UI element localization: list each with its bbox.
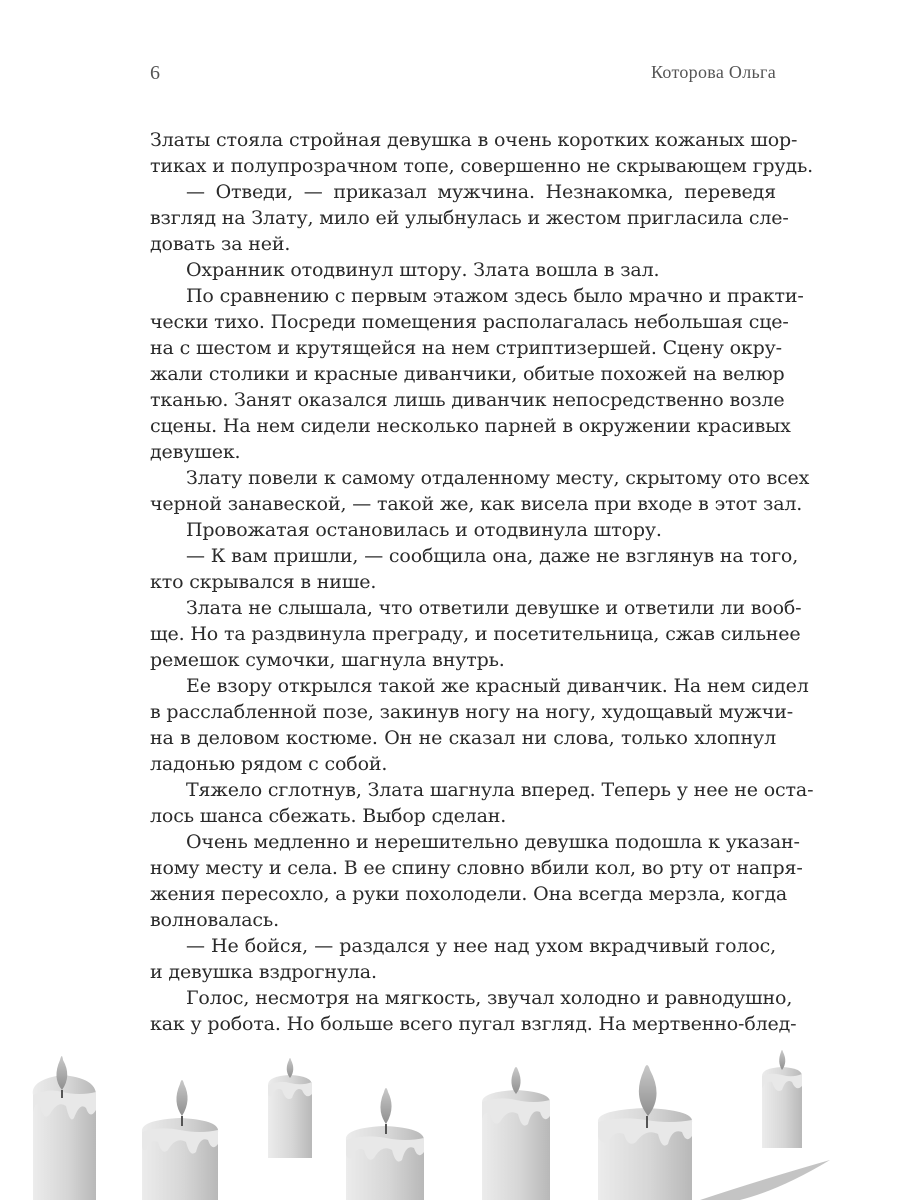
text-line: тканью. Занят оказался лишь диванчик непосредственно возле (150, 389, 785, 411)
text-line: Охранник отодвинул штору. Злата вошла в зал. (186, 259, 660, 281)
text-line: Ее взору открылся такой же красный диванчик. На нем сидел (186, 675, 809, 697)
text-line: тиках и полупрозрачном топе, совершенно не скрывающем грудь. (150, 155, 814, 177)
text-line: — К вам пришли, — сообщила она, даже не взглянув на того, (186, 545, 799, 567)
leaf-decoration-icon (700, 1160, 830, 1200)
text-line: По сравнению с первым этажом здесь было мрачно и практи- (186, 285, 804, 307)
text-line: Злату повели к самому отдаленному месту, скрытому ото всех (186, 467, 810, 489)
text-line: жали столики и красные диванчики, обитые похожей на велюр (150, 363, 785, 385)
text-line: довать за ней. (150, 233, 291, 255)
text-line: — Не бойся, — раздался у нее над ухом вкрадчивый голос, (186, 935, 776, 957)
text-line: лось шанса сбежать. Выбор сделан. (150, 805, 507, 827)
text-line: и девушка вздрогнула. (150, 961, 377, 983)
text-line: в расслабленной позе, закинув ногу на ногу, худощавый мужчи- (150, 701, 793, 723)
text-line: Голос, несмотря на мягкость, звучал холодно и равнодушно, (186, 987, 793, 1009)
text-line: — Отведи, — приказал мужчина. Незнакомка, переведя (186, 181, 776, 203)
text-line: девушек. (150, 441, 241, 463)
text-line: Злата не слышала, что ответили девушке и ответили ли вооб- (186, 597, 802, 619)
text-line: сцены. На нем сидели несколько парней в окружении красивых (150, 415, 791, 437)
candle-icon (598, 1065, 692, 1200)
candle-icon (762, 1050, 802, 1148)
text-line: на с шестом и крутящейся на нем стриптизершей. Сцену окру- (150, 337, 782, 359)
text-line: жения пересохло, а руки похолодели. Она всегда мерзла, когда (150, 883, 788, 905)
text-line: Провожатая остановилась и отодвинула штору. (186, 519, 662, 541)
text-line: на в деловом костюме. Он не сказал ни слова, только хлопнул (150, 727, 776, 749)
text-line: черной занавеской, — такой же, как висела при входе в этот зал. (150, 493, 803, 515)
candle-icon (33, 1056, 96, 1200)
body-text (150, 127, 814, 1037)
text-line: ремешок сумочки, шагнула внутрь. (150, 649, 505, 671)
text-line: как у робота. Но больше всего пугал взгляд. На мертвенно-блед- (150, 1013, 797, 1035)
text-line: Златы стояла стройная девушка в очень коротких кожаных шор- (150, 129, 798, 151)
text-line: ще. Но та раздвинула преграду, и посетительница, сжав сильнее (150, 623, 801, 645)
text-line: взгляд на Злату, мило ей улыбнулась и жестом пригласила сле- (150, 207, 789, 229)
candles-illustration (0, 1040, 900, 1200)
candle-icon (346, 1088, 424, 1200)
candle-icon (482, 1067, 550, 1200)
text-line: Тяжело сглотнув, Злата шагнула вперед. Теперь у нее не оста- (186, 779, 814, 801)
running-head-author: Которова Ольга (650, 62, 776, 82)
text-line: кто скрывался в нише. (150, 571, 377, 593)
text-line: ладонью рядом с собой. (150, 753, 388, 775)
candle-icon (142, 1080, 218, 1200)
text-line: ному месту и села. В ее спину словно вбили кол, во рту от напря- (150, 857, 803, 879)
page-number: 6 (150, 62, 160, 84)
text-line: Очень медленно и нерешительно девушка подошла к указан- (186, 831, 800, 853)
text-line: волновалась. (150, 909, 279, 931)
text-line: чески тихо. Посреди помещения располагалась небольшая сце- (150, 311, 789, 333)
candle-icon (268, 1058, 312, 1158)
